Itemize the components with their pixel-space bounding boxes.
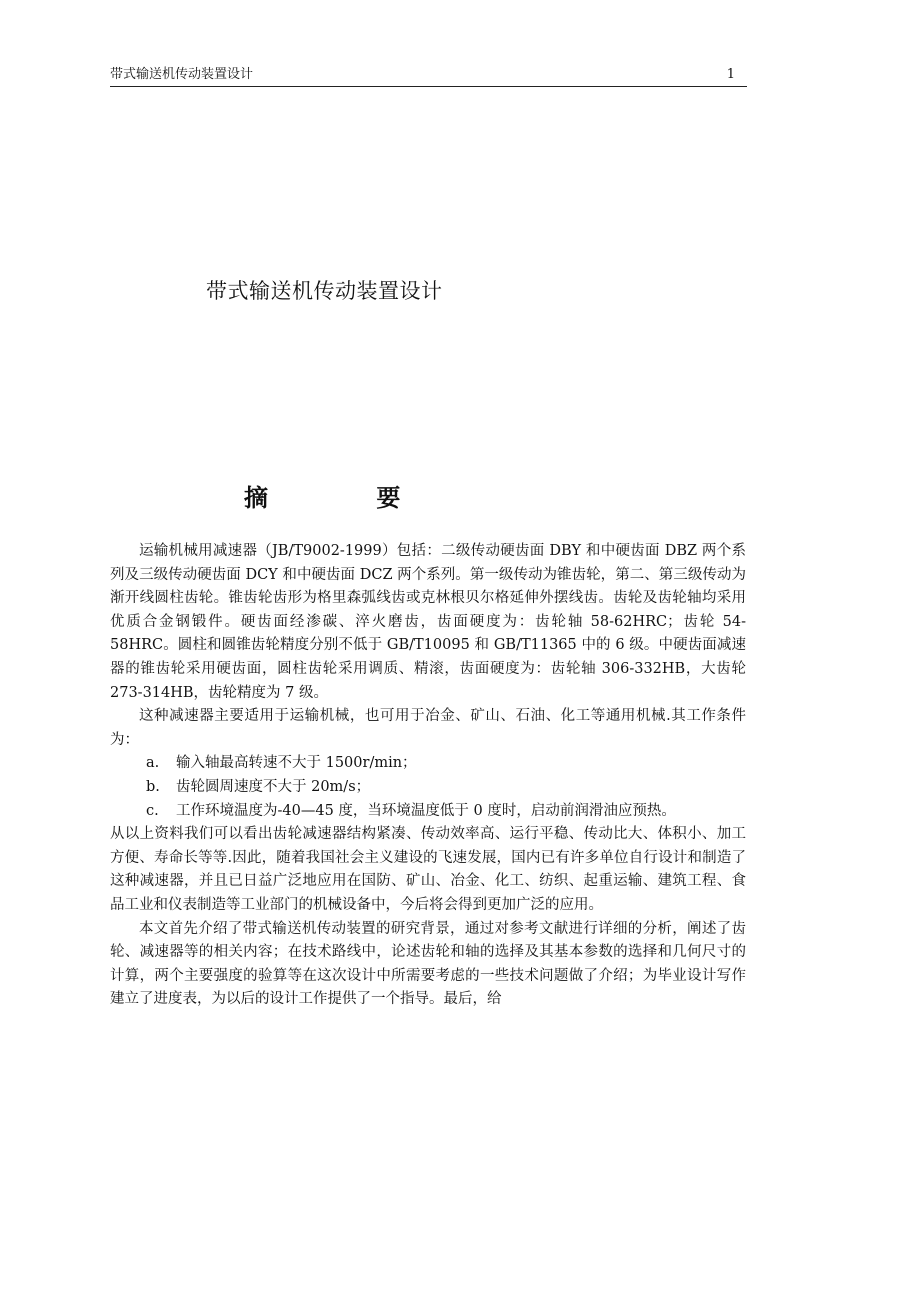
condition-marker: b. bbox=[146, 778, 160, 795]
document-title: 带式输送机传动装置设计 bbox=[206, 279, 443, 303]
condition-text: 输入轴最高转速不大于 1500r/min； bbox=[176, 755, 417, 772]
condition-marker: c. bbox=[146, 802, 159, 819]
abstract-paragraph: 这种减速器主要适用于运输机械，也可用于冶金、矿山、石油、化工等通用机械.其工作条件为： bbox=[110, 708, 746, 748]
abstract-heading: 摘 要 bbox=[244, 484, 451, 512]
condition-item bbox=[110, 776, 746, 800]
condition-text: 齿轮圆周速度不大于 20m/s； bbox=[176, 778, 371, 795]
abstract-body bbox=[110, 540, 746, 1012]
condition-marker: a. bbox=[146, 755, 160, 772]
page-header bbox=[110, 66, 747, 87]
page-number: 1 bbox=[726, 67, 735, 82]
abstract-paragraph: 本文首先介绍了带式输送机传动装置的研究背景，通过对参考文献进行详细的分析，阐述了齿轮、减速器等的相关内容；在技术路线中，论述齿轮和轴的选择及其基本参数的选择和几何尺寸的计算，两个主要强度的验算等在这次设计中所需要考虑的一些技术问题做了介绍；为毕业设计写作建立了进度表，为以后的设计工作提供了一个指导。最后，给 bbox=[110, 920, 746, 1008]
condition-text: 工作环境温度为-40—45 度，当环境温度低于 0 度时，启动前润滑油应预热。 bbox=[176, 802, 676, 819]
abstract-paragraph: 从以上资料我们可以看出齿轮减速器结构紧凑、传动效率高、运行平稳、传动比大、体积小、加工方便、寿命长等等.因此，随着我国社会主义建设的飞速发展，国内已有许多单位自行设计和制造了这种减速器，并且已日益广泛地应用在国防、矿山、冶金、化工、纺织、起重运输、建筑工程、食品工业和仪表制造等工业部门的机械设备中，今后将会得到更加广泛的应用。 bbox=[110, 826, 746, 913]
abstract-paragraph: 运输机械用减速器（JB/T9002-1999）包括：二级传动硬齿面 DBY 和中硬齿面 DBZ 两个系列及三级传动硬齿面 DCY 和中硬齿面 DCZ 两个系列。第一级传动为锥齿轮，第二、第三级传动为渐开线圆柱齿轮。锥齿轮齿形为格里森弧线齿或克林根贝尔格延伸外摆线齿。齿轮及齿轮轴均采用优质合金钢锻件。硬齿面经渗碳、淬火磨齿，齿面硬度为：齿轮轴 58-62HRC；齿轮 54-58HRC。圆柱和圆锥齿轮精度分别不低于 GB/T10095 和 GB/T11365 中的 6 级。中硬齿面减速器的锥齿轮采用硬齿面，圆柱齿轮采用调质、精滚，齿面硬度为：齿轮轴 306-332HB，大齿轮 273-314HB，齿轮精度为 7 级。 bbox=[110, 543, 746, 701]
header-title: 带式输送机传动装置设计 bbox=[110, 67, 254, 82]
condition-item bbox=[110, 800, 746, 824]
condition-item bbox=[110, 752, 746, 776]
